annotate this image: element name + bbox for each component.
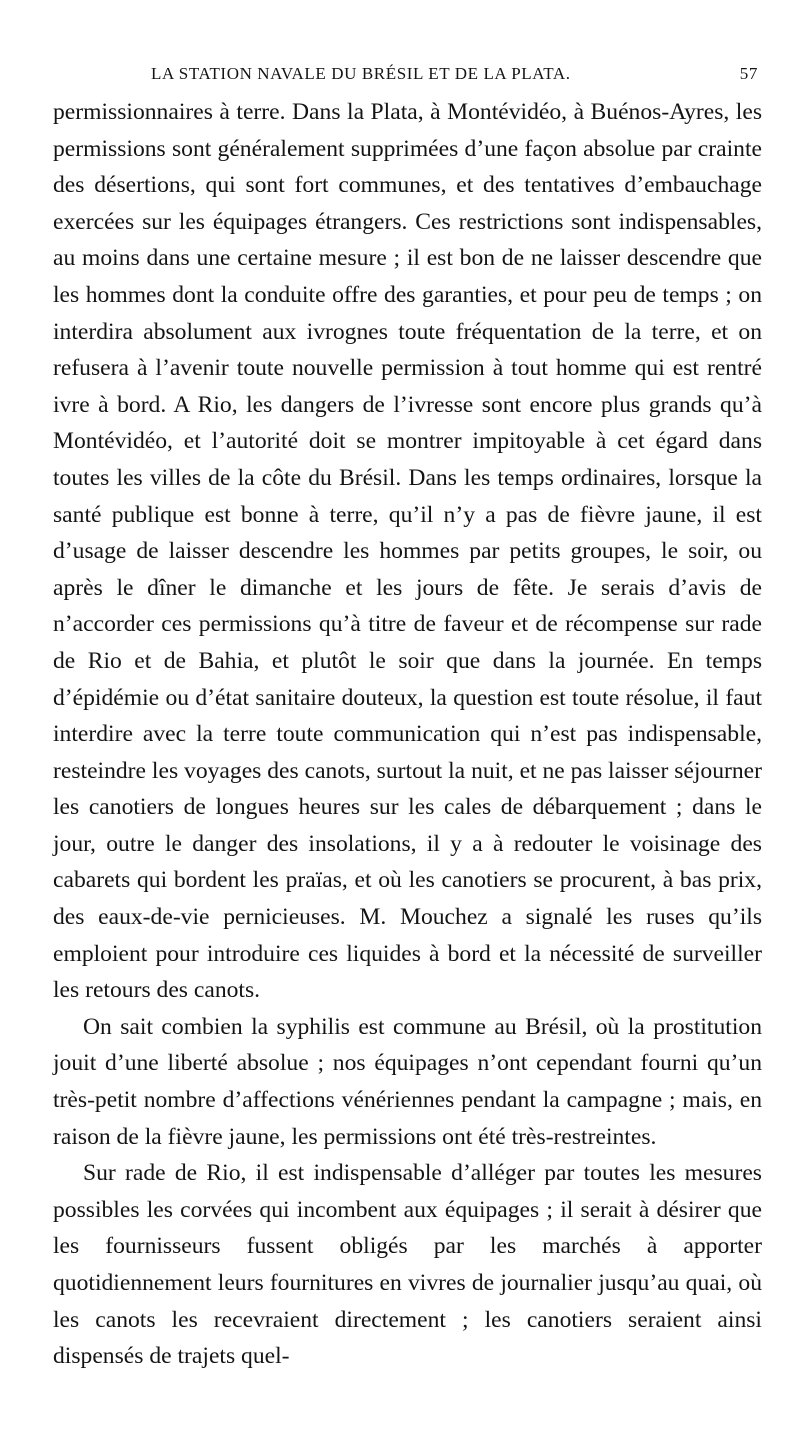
paragraph-permissions: permissionnaires à terre. Dans la Plata, à Montévidéo, à Buénos-Ayres, les permissions sont généralement supprimées d’une façon absolue par crainte des désertions, qui sont fort communes, et des tentatives d’embauchage exercées sur les équipages étrangers. Ces restrictions sont indispensables, au moins dans une certaine mesure ; il est bon de ne laisser descendre que les hommes dont la conduite offre des garanties, et pour peu de temps ; on interdira absolument aux ivrognes toute fréquentation de la terre, et on refusera à l’avenir toute nouvelle permission à tout homme qui est rentré ivre à bord. A Rio, les dangers de l’ivresse sont encore plus grands qu’à Montévidéo, et l’autorité doit se montrer impitoyable à cet égard dans toutes les villes de la côte du Brésil. Dans les temps ordinaires, lorsque la santé publique est bonne à terre, qu’il n’y a pas de fièvre jaune, il est d’usage de laisser descendre les hommes par petits groupes, le soir, ou après le dîner le dimanche et les jours de fête. Je serais d’avis de n’accorder ces permissions qu’à titre de faveur et de récompense sur rade de Rio et de Bahia, et plutôt le soir que dans la journée. En temps d’épidémie ou d’état sanitaire douteux, la question est toute résolue, il faut interdire avec la terre toute communication qui n’est pas indispensable, resteindre les voyages des canots, surtout la nuit, et ne pas laisser séjourner les canotiers de longues heures sur les cales de débarquement ; dans le jour, outre le danger des insolations, il y a à redouter le voisinage des cabarets qui bordent les praïas, et où les canotiers se procurent, à bas prix, des eaux-de-vie pernicieuses. M. Mouchez a signalé les ruses qu’ils emploient pour introduire ces liquides à bord et la nécessité de surveiller les retours des canots. (53, 99, 762, 1004)
page-number: 57 (739, 64, 758, 83)
body-text (53, 94, 762, 1375)
running-title: LA STATION NAVALE DU BRÉSIL ET DE LA PLATA. (151, 64, 571, 83)
paragraph-corvees: Sur rade de Rio, il est indispensable d’alléger par toutes les mesures possibles les corvées qui incombent aux équipages ; il serait à désirer que les fournisseurs fussent obligés par les marchés à apporter quotidiennement leurs fournitures en vivres de journalier jusqu’au quai, où les canots les recevraient directement ; les canotiers seraient ainsi dispensés de trajets quel- (53, 1160, 762, 1370)
paragraph-syphilis: On sait combien la syphilis est commune au Brésil, où la prostitution jouit d’une liberté absolue ; nos équipages n’ont cependant fourni qu’un très-petit nombre d’affections vénériennes pendant la campagne ; mais, en raison de la fièvre jaune, les permissions ont été très-restreintes. (53, 1013, 762, 1150)
running-head (53, 64, 762, 90)
